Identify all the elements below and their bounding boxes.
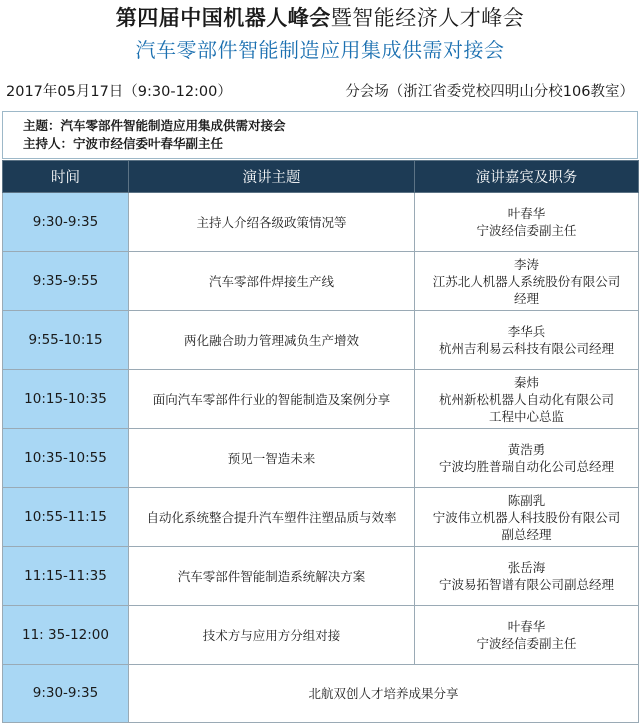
speaker-cell bbox=[415, 606, 639, 665]
speaker-title-line: 副总经理 bbox=[501, 526, 552, 542]
table-row-last bbox=[3, 665, 639, 723]
page-subtitle: 汽车零部件智能制造应用集成供需对接会 bbox=[135, 38, 505, 62]
time-cell: 11:15-11:35 bbox=[3, 547, 129, 606]
speaker-title-line: 宁波易拓智谱有限公司副总经理 bbox=[438, 577, 614, 592]
topic-cell: 自动化系统整合提升汽车塑件注塑品质与效率 bbox=[129, 488, 415, 547]
speaker-cell bbox=[415, 370, 639, 429]
header-topic: 演讲主题 bbox=[129, 161, 415, 193]
header-time: 时间 bbox=[3, 161, 129, 193]
schedule-table bbox=[2, 160, 639, 723]
time-cell: 9:35-9:55 bbox=[3, 252, 129, 311]
speaker-cell bbox=[415, 193, 639, 252]
time-cell: 9:30-9:35 bbox=[3, 665, 129, 723]
host-line: 主持人：宁波市经信委叶春华副主任 bbox=[23, 136, 224, 151]
speaker-name: 陈副乳 bbox=[507, 492, 546, 508]
speaker-title-line: 宁波伟立机器人科技股份有限公司 bbox=[432, 509, 621, 525]
speaker-title-line: 江苏北人机器人系统股份有限公司 bbox=[432, 273, 621, 289]
event-date-time: 2017年05月17日（9:30-12:00） bbox=[6, 84, 232, 100]
event-venue: 分会场（浙江省委党校四明山分校106教室） bbox=[345, 84, 634, 100]
time-cell: 10:35-10:55 bbox=[3, 429, 129, 488]
speaker-name: 李华兵 bbox=[507, 324, 546, 339]
header-speaker: 演讲嘉宾及职务 bbox=[415, 161, 639, 193]
speaker-name: 黄浩勇 bbox=[507, 442, 546, 457]
topic-cell: 技术方与应用方分组对接 bbox=[129, 606, 415, 665]
time-cell: 9:30-9:35 bbox=[3, 193, 129, 252]
speaker-title-line: 宁波均胜普瑞自动化公司总经理 bbox=[438, 459, 614, 474]
title-bold-part: 第四届中国机器人峰会 bbox=[115, 6, 331, 30]
speaker-cell bbox=[415, 488, 639, 547]
topic-cell: 面向汽车零部件行业的智能制造及案例分享 bbox=[129, 370, 415, 429]
topic-box bbox=[2, 111, 638, 159]
time-cell: 9:55-10:15 bbox=[3, 311, 129, 370]
theme-line: 主题：汽车零部件智能制造应用集成供需对接会 bbox=[23, 118, 286, 133]
speaker-name: 叶春华 bbox=[507, 619, 546, 634]
table-body bbox=[3, 193, 639, 723]
table-row bbox=[3, 429, 639, 488]
speaker-name: 叶春华 bbox=[507, 206, 546, 221]
speaker-title-line: 宁波经信委副主任 bbox=[476, 636, 577, 651]
speaker-name: 张岳海 bbox=[507, 560, 546, 575]
table-row bbox=[3, 606, 639, 665]
table-row bbox=[3, 370, 639, 429]
page-title bbox=[0, 2, 640, 32]
table-header-row bbox=[3, 161, 639, 193]
topic-cell: 主持人介绍各级政策情况等 bbox=[129, 193, 415, 252]
topic-cell: 北航双创人才培养成果分享 bbox=[129, 665, 639, 723]
speaker-name: 李涛 bbox=[513, 256, 539, 272]
topic-cell: 预见一智造未来 bbox=[129, 429, 415, 488]
table-row bbox=[3, 252, 639, 311]
speaker-title-line: 宁波经信委副主任 bbox=[476, 223, 577, 238]
speaker-title-line: 杭州吉利易云科技有限公司经理 bbox=[438, 341, 614, 356]
event-info bbox=[6, 80, 634, 102]
topic-cell: 汽车零部件焊接生产线 bbox=[129, 252, 415, 311]
speaker-cell bbox=[415, 311, 639, 370]
speaker-title-line: 经理 bbox=[513, 290, 539, 306]
table-row bbox=[3, 488, 639, 547]
table-row bbox=[3, 193, 639, 252]
time-cell: 10:55-11:15 bbox=[3, 488, 129, 547]
topic-cell: 两化融合助力管理减负生产增效 bbox=[129, 311, 415, 370]
speaker-cell bbox=[415, 429, 639, 488]
speaker-title-line: 工程中心总监 bbox=[488, 408, 564, 424]
time-cell: 10:15-10:35 bbox=[3, 370, 129, 429]
title-normal-part: 暨智能经济人才峰会 bbox=[330, 6, 525, 30]
speaker-title-line: 杭州新松机器人自动化有限公司 bbox=[438, 391, 614, 407]
table-row bbox=[3, 547, 639, 606]
table-row bbox=[3, 311, 639, 370]
time-cell: 11: 35-12:00 bbox=[3, 606, 129, 665]
topic-cell: 汽车零部件智能制造系统解决方案 bbox=[129, 547, 415, 606]
speaker-cell bbox=[415, 252, 639, 311]
speaker-cell bbox=[415, 547, 639, 606]
speaker-name: 秦炜 bbox=[513, 374, 539, 390]
